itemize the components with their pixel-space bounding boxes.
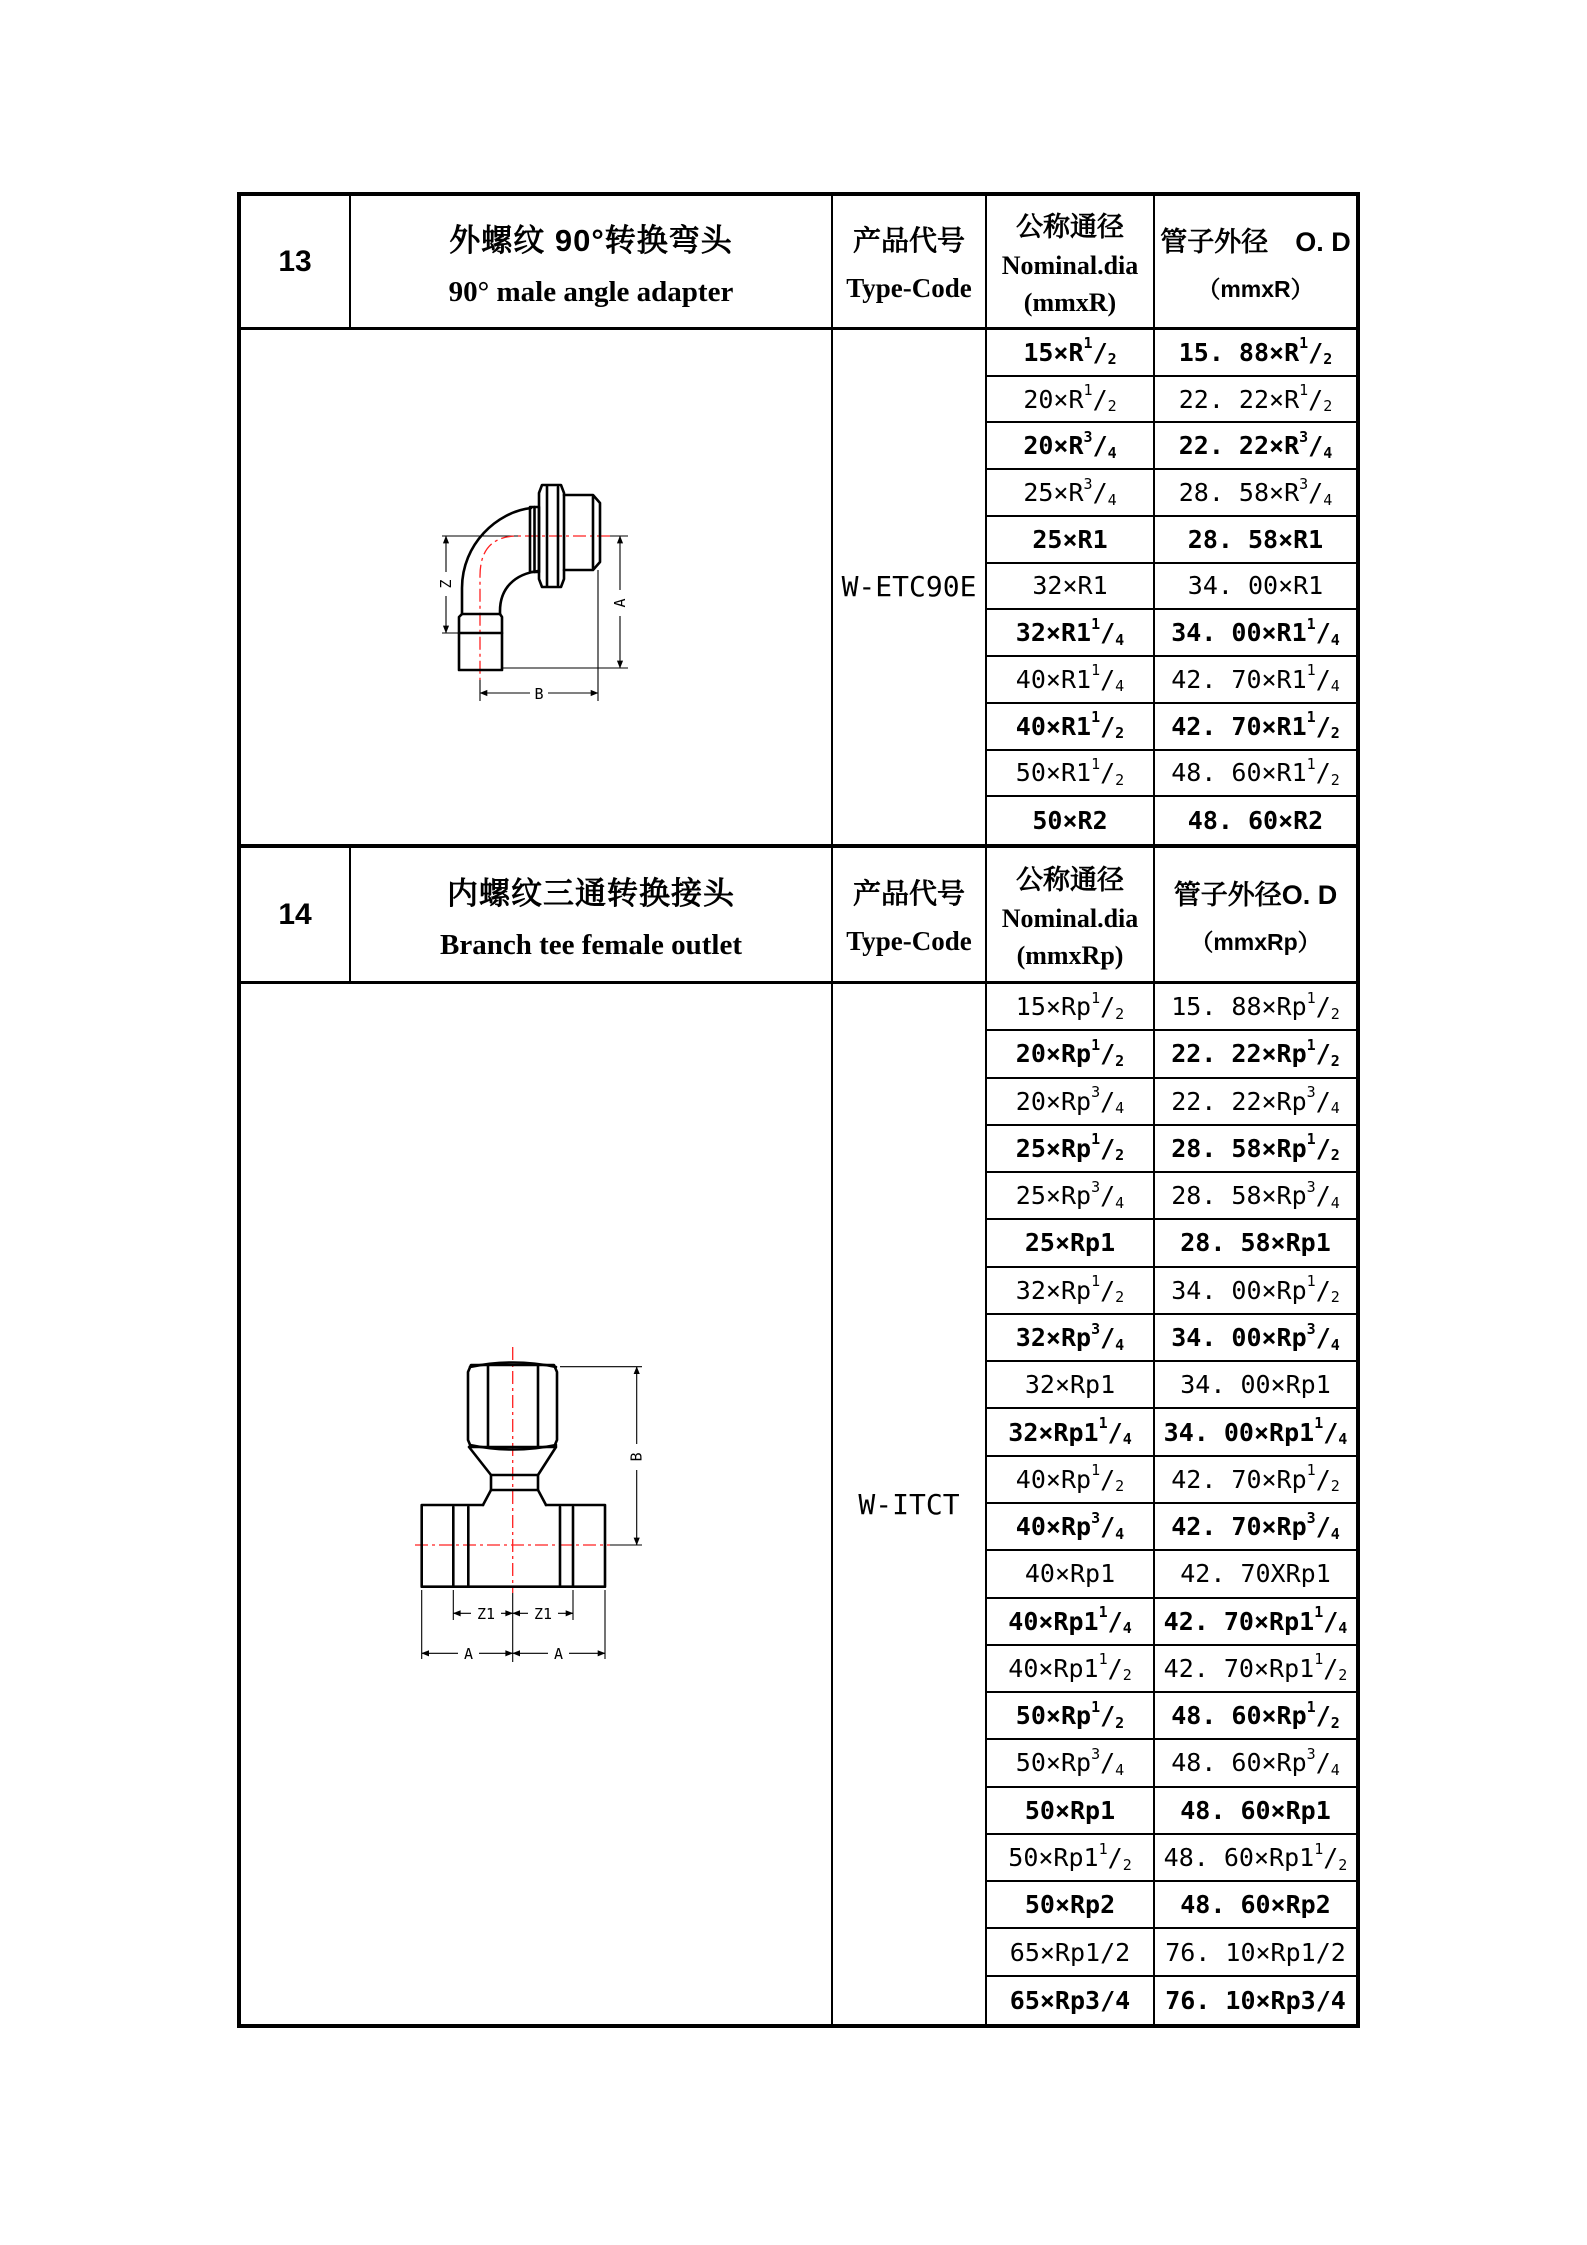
size-nominal-cell: 40×Rp1 1 / 4: [987, 1599, 1155, 1646]
size-nominal-cell: 20×Rp 1 / 2: [987, 1031, 1155, 1078]
dim-label-z: Z: [437, 579, 455, 589]
nominal-dia-header-zh: 公称通径: [1016, 212, 1124, 242]
size-nominal-cell: 40×R1 1 / 2: [987, 704, 1155, 751]
size-od-cell: 22. 22×Rp 1 / 2: [1155, 1031, 1356, 1078]
size-nominal-cell: 65×Rp1/2: [987, 1929, 1155, 1976]
size-od-cell: 34. 00×Rp1 1 / 4: [1155, 1409, 1356, 1456]
dim-label-z1-left: Z1: [476, 1605, 496, 1623]
size-od-cell: 22. 22×Rp 3 / 4: [1155, 1079, 1356, 1126]
size-nominal-cell: 50×Rp2: [987, 1882, 1155, 1929]
type-code-header-en: Type-Code: [846, 273, 972, 303]
size-nominal-cell: 40×R1 1 / 4: [987, 657, 1155, 704]
product-title-zh: 外螺纹 90°转换弯头: [449, 222, 733, 258]
dim-label-z1-right: Z1: [533, 1605, 553, 1623]
type-code-header-zh: 产品代号: [852, 225, 965, 256]
item-number: 14: [241, 848, 351, 984]
size-od-cell: 34. 00×Rp 3 / 4: [1155, 1315, 1356, 1362]
size-nominal-cell: 25×Rp 1 / 2: [987, 1126, 1155, 1173]
size-nominal-cell: 50×Rp 1 / 2: [987, 1693, 1155, 1740]
nominal-dia-header-unit: (mmxRp): [1016, 941, 1124, 970]
size-nominal-cell: 32×R1: [987, 564, 1155, 611]
size-od-cell: 28. 58×Rp 1 / 2: [1155, 1126, 1356, 1173]
size-nominal-cell: 40×Rp 1 / 2: [987, 1457, 1155, 1504]
size-nominal-cell: 32×Rp 3 / 4: [987, 1315, 1155, 1362]
size-od-cell: 42. 70×Rp1 1 / 2: [1155, 1646, 1356, 1693]
size-od-cell: 28. 58×R1: [1155, 517, 1356, 564]
size-nominal-cell: 65×Rp3/4: [987, 1977, 1155, 2024]
dim-label-a: A: [611, 598, 629, 608]
size-nominal-cell: 15×R 1 / 2: [987, 330, 1155, 377]
centerlines: [415, 1347, 610, 1593]
nominal-dia-header-en: Nominal.dia: [1001, 251, 1139, 280]
dim-label-b: B: [534, 685, 544, 703]
size-nominal-cell: 32×Rp 1 / 2: [987, 1268, 1155, 1315]
size-nominal-cell: 25×R1: [987, 517, 1155, 564]
size-nominal-cell: 50×Rp 3 / 4: [987, 1740, 1155, 1787]
size-od-cell: 42. 70×R1 1 / 2: [1155, 704, 1356, 751]
outer-dia-header-line2: （mmxR）: [1197, 275, 1314, 302]
outer-dia-header: [1155, 196, 1356, 330]
product-title-cell: [351, 848, 833, 984]
nominal-dia-header-zh: 公称通径: [1016, 865, 1124, 895]
size-od-cell: 28. 58×Rp1: [1155, 1220, 1356, 1267]
nominal-dia-header-en: Nominal.dia: [1001, 904, 1139, 933]
dim-label-a-left: A: [463, 1645, 474, 1663]
item-number: 13: [241, 196, 351, 330]
size-od-cell: 15. 88×Rp 1 / 2: [1155, 984, 1356, 1031]
outer-dia-header-line2: （mmxRp）: [1190, 928, 1321, 955]
size-od-cell: 34. 00×Rp1: [1155, 1362, 1356, 1409]
size-nominal-cell: 25×Rp 3 / 4: [987, 1173, 1155, 1220]
type-code-header: [833, 196, 987, 330]
size-nominal-cell: 40×Rp1 1 / 2: [987, 1646, 1155, 1693]
size-od-cell: 48. 60×R1 1 / 2: [1155, 751, 1356, 798]
outer-dia-header: [1155, 848, 1356, 984]
size-od-cell: 34. 00×R1: [1155, 564, 1356, 611]
size-nominal-cell: 20×Rp 3 / 4: [987, 1079, 1155, 1126]
dim-label-a-right: A: [553, 1645, 564, 1663]
size-od-cell: 15. 88×R 1 / 2: [1155, 330, 1356, 377]
size-od-cell: 48. 60×Rp 1 / 2: [1155, 1693, 1356, 1740]
fitting-section-14: [237, 844, 1360, 2028]
size-nominal-cell: 50×Rp1: [987, 1788, 1155, 1835]
size-nominal-cell: 50×R1 1 / 2: [987, 751, 1155, 798]
outer-dia-header-line1: 管子外径O. D: [1173, 879, 1338, 910]
type-code-value: W-ITCT: [833, 984, 987, 2024]
size-od-cell: 34. 00×R1 1 / 4: [1155, 610, 1356, 657]
outer-dia-header-line1: 管子外径 O. D: [1160, 226, 1351, 257]
size-nominal-cell: 40×Rp 3 / 4: [987, 1504, 1155, 1551]
dim-label-b: B: [627, 1452, 646, 1462]
size-od-cell: 22. 22×R 3 / 4: [1155, 423, 1356, 470]
elbow-body: [459, 507, 539, 670]
size-nominal-cell: 50×R2: [987, 797, 1155, 844]
type-code-header: [833, 848, 987, 984]
size-od-cell: 42. 70×Rp1 1 / 4: [1155, 1599, 1356, 1646]
product-title-en: Branch tee female outlet: [440, 928, 742, 961]
size-od-cell: 34. 00×Rp 1 / 2: [1155, 1268, 1356, 1315]
size-od-cell: 48. 60×Rp1: [1155, 1788, 1356, 1835]
size-nominal-cell: 32×Rp1: [987, 1362, 1155, 1409]
size-nominal-cell: 40×Rp1: [987, 1551, 1155, 1598]
size-nominal-cell: 20×R 1 / 2: [987, 377, 1155, 424]
tee-drawing: [409, 1340, 649, 1670]
size-od-cell: 48. 60×Rp1 1 / 2: [1155, 1835, 1356, 1882]
size-od-cell: 48. 60×Rp2: [1155, 1882, 1356, 1929]
size-od-cell: 42. 70×R1 1 / 4: [1155, 657, 1356, 704]
size-od-cell: 48. 60×R2: [1187, 806, 1324, 836]
size-nominal-cell: 20×R 3 / 4: [987, 423, 1155, 470]
type-code-header-en: Type-Code: [846, 926, 972, 956]
size-od-cell: 42. 70×Rp 1 / 2: [1155, 1457, 1356, 1504]
size-od-cell: 76. 10×Rp3/4: [1165, 1985, 1346, 2015]
size-od-cell: 28. 58×R 3 / 4: [1155, 470, 1356, 517]
size-nominal-cell: 32×R1 1 / 4: [987, 610, 1155, 657]
size-nominal-cell: 50×Rp1 1 / 2: [987, 1835, 1155, 1882]
nominal-dia-header: [987, 848, 1155, 984]
size-od-cell: 48. 60×Rp 3 / 4: [1155, 1740, 1356, 1787]
product-title-cell: [351, 196, 833, 330]
size-nominal-cell: 32×Rp1 1 / 4: [987, 1409, 1155, 1456]
size-od-cell: 28. 58×Rp 3 / 4: [1155, 1173, 1356, 1220]
elbow-drawing: [436, 478, 640, 710]
product-title-zh: 内螺纹三通转换接头: [447, 875, 735, 911]
fitting-section-13: [237, 192, 1360, 848]
size-od-cell: 76. 10×Rp1/2: [1155, 1929, 1356, 1976]
size-nominal-cell: 15×Rp 1 / 2: [987, 984, 1155, 1031]
male-thread: [564, 495, 600, 570]
size-od-cell: 42. 70×Rp 3 / 4: [1155, 1504, 1356, 1551]
size-od-cell: 42. 70XRp1: [1155, 1551, 1356, 1598]
type-code-header-zh: 产品代号: [852, 878, 965, 909]
size-od-cell: 22. 22×R 1 / 2: [1155, 377, 1356, 424]
product-title-en: 90° male angle adapter: [448, 275, 734, 308]
nominal-dia-header-unit: (mmxR): [1023, 288, 1117, 317]
type-code-value: W-ETC90E: [833, 330, 987, 844]
size-nominal-cell: 25×R 3 / 4: [987, 470, 1155, 517]
nominal-dia-header: [987, 196, 1155, 330]
size-nominal-cell: 25×Rp1: [987, 1220, 1155, 1267]
